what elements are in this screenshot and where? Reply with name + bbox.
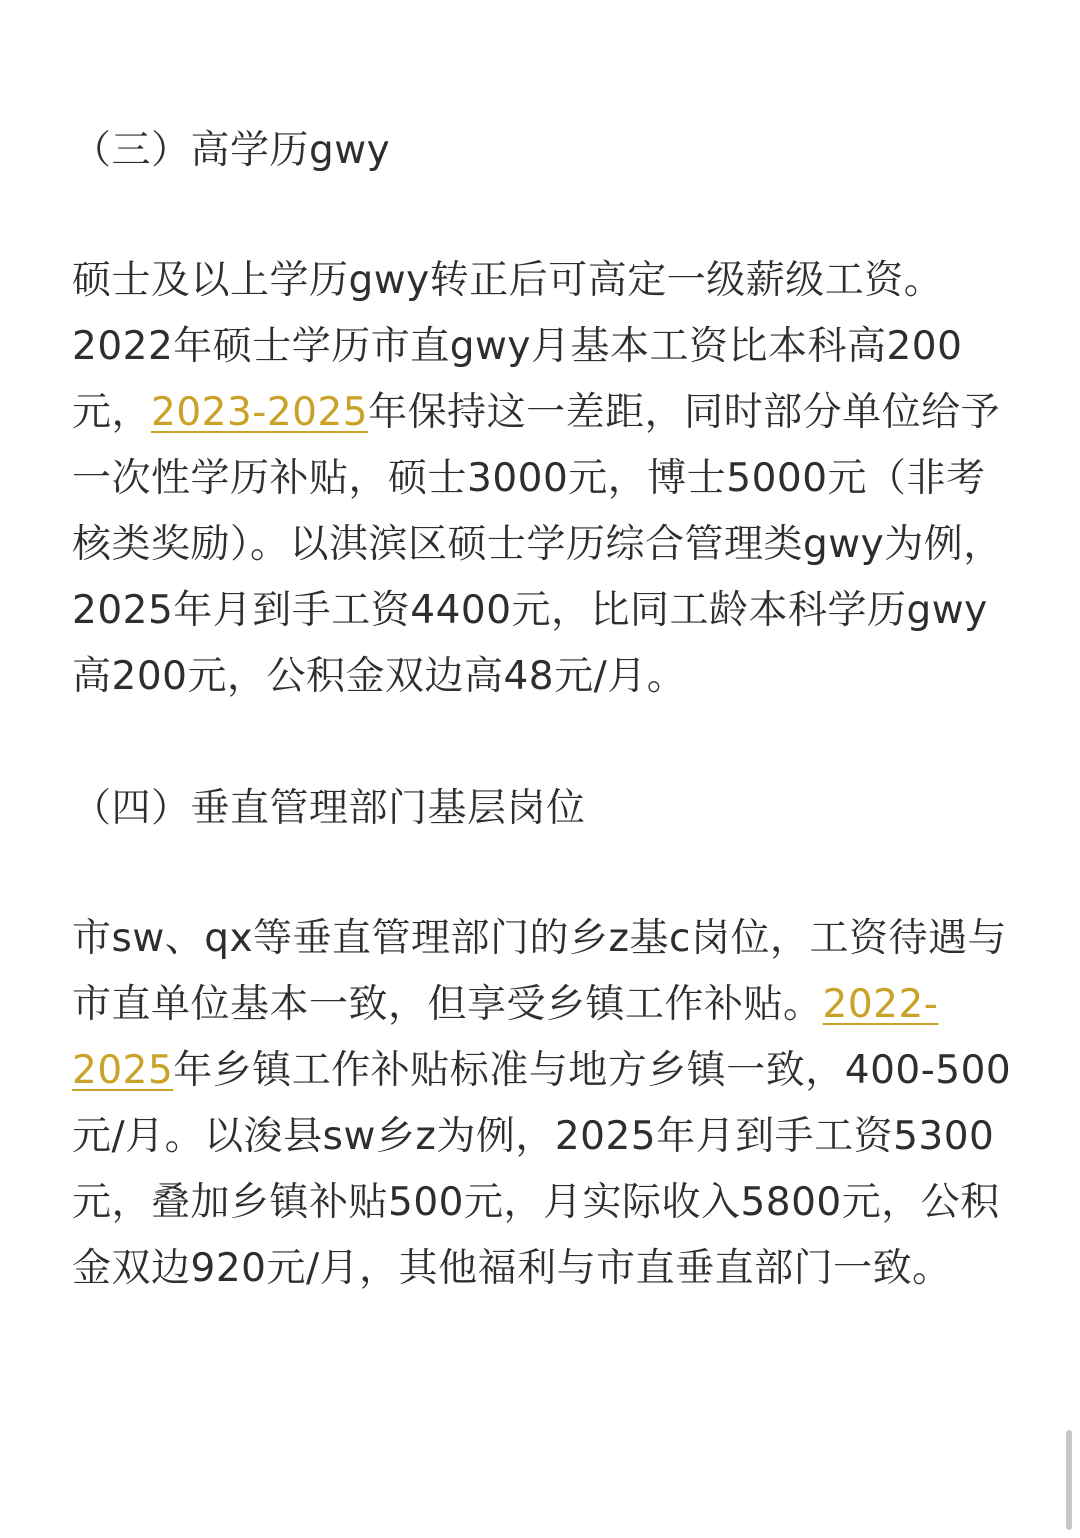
section-heading-high-education: （三）高学历gwy — [72, 128, 391, 173]
article-body — [72, 118, 1012, 1302]
paragraph-text: 年乡镇工作补贴标准与地方乡镇一致，400-500元/月。以浚县sw乡z为例，2025年月到手工资5300元，叠加乡镇补贴500元，月实际收入5800元，公积金双边920元/月，其他福利与市直垂直部门一致。 — [72, 1048, 1012, 1291]
scrollbar[interactable] — [1066, 1430, 1072, 1530]
section-heading-vertical-management: （四）垂直管理部门基层岗位 — [72, 786, 586, 831]
link-2023-2025[interactable]: 2023-2025 — [151, 390, 369, 435]
paragraph-text: 硕士及以上学历gwy转正后可高定一级薪级工资。2022年硕士学历市直gwy月基本工资比本科高200元， — [72, 258, 963, 435]
link-2022-2025[interactable]: 2022-2025 — [72, 982, 939, 1093]
paragraph-text: 市sw、qx等垂直管理部门的乡z基c岗位，工资待遇与市直单位基本一致，但享受乡镇工作补贴。 — [72, 916, 1007, 1027]
paragraph-vertical-management — [72, 906, 1012, 1302]
paragraph-text: 年保持这一差距，同时部分单位给予一次性学历补贴，硕士3000元，博士5000元（非考核类奖励）。以淇滨区硕士学历综合管理类gwy为例，2025年月到手工资4400元，比同工龄本科学历gwy高200元，公积金双边高48元/月。 — [72, 390, 1003, 699]
paragraph-high-education — [72, 248, 1012, 710]
